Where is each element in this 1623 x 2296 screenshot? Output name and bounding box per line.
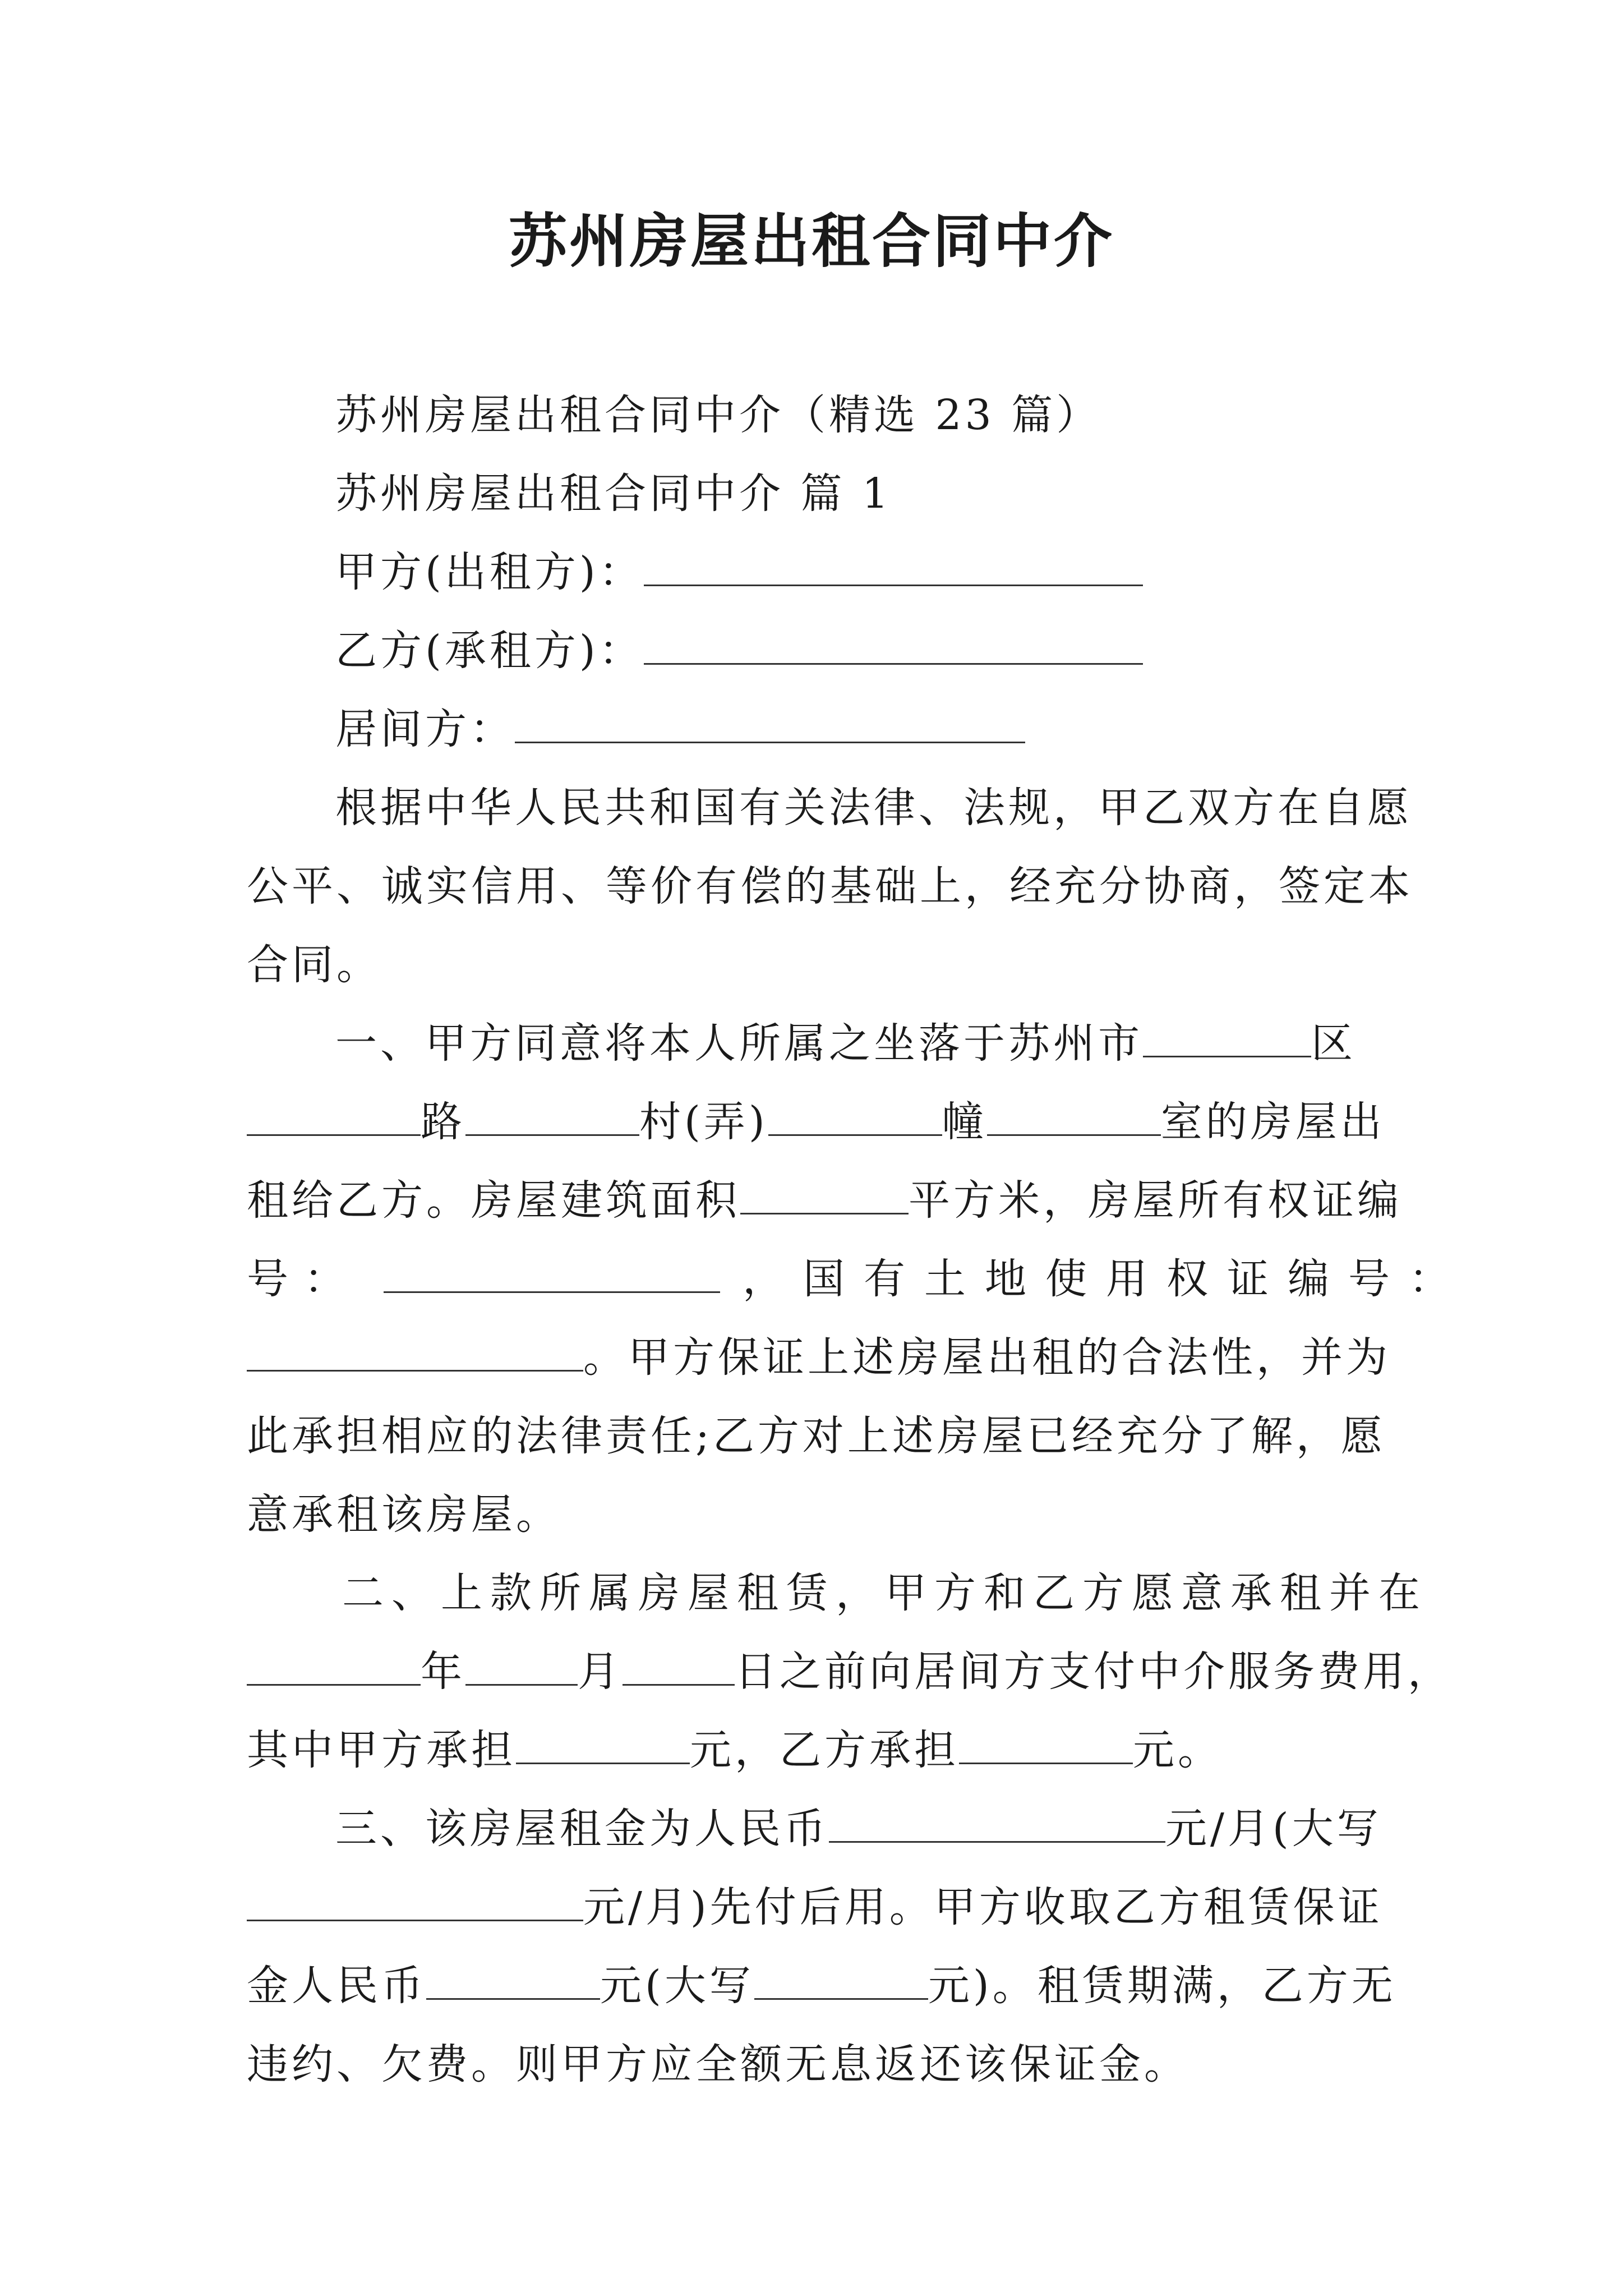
clause3-line-3 (247, 1958, 1396, 2014)
month-blank[interactable] (465, 1645, 578, 1686)
page-title: 苏州房屋出租合同中介 (508, 206, 1114, 275)
fee-unit: 元。 (1133, 1726, 1223, 1774)
clause1-text: 一、甲方同意将本人所属之坐落于苏州市 (335, 1019, 1143, 1068)
party-a-blank[interactable] (644, 545, 1143, 586)
intermediary-row (335, 701, 1479, 757)
rent-capital-blank[interactable] (247, 1880, 583, 1921)
party-a-fee-blank[interactable] (516, 1723, 690, 1764)
party-b-share-label: 元，乙方承担 (690, 1726, 959, 1774)
ownership-cert-blank[interactable] (384, 1252, 720, 1293)
clause1-line-1 (335, 1015, 1479, 1071)
party-b-row (335, 623, 1479, 679)
section-heading: 苏州房屋出租合同中介 篇 1 (335, 470, 892, 518)
preamble-line-3: 合同。 (247, 941, 381, 989)
village-blank[interactable] (465, 1095, 639, 1136)
clause3-line-4: 违约、欠费。则甲方应全额无息返还该保证金。 (247, 2040, 1189, 2088)
rent-label: 三、该房屋租金为人民币 (335, 1805, 829, 1853)
village-label: 村(弄) (639, 1098, 768, 1146)
road-blank[interactable] (247, 1095, 421, 1136)
clause2-line-3 (247, 1722, 1391, 1778)
district-blank[interactable] (1143, 1016, 1311, 1057)
clause3-line-2 (247, 1879, 1391, 1935)
room-blank[interactable] (987, 1095, 1161, 1136)
area-blank[interactable] (740, 1174, 909, 1214)
clause2-line-1: 二、上款所属房屋租赁，甲方和乙方愿意承租并在 (342, 1569, 1428, 1617)
party-a-share-label: 其中甲方承担 (247, 1726, 516, 1774)
party-a-row (335, 544, 1479, 600)
clause1-line-6: 此承担相应的法律责任;乙方对上述房屋已经充分了解，愿 (247, 1412, 1386, 1460)
clause1-line-3 (247, 1172, 1402, 1228)
document-subtitle: 苏州房屋出租合同中介（精选 23 篇） (335, 391, 1101, 439)
area-text: 租给乙方。房屋建筑面积 (247, 1176, 740, 1225)
building-blank[interactable] (768, 1095, 942, 1136)
day-blank[interactable] (623, 1645, 735, 1686)
rent-blank[interactable] (829, 1802, 1165, 1843)
party-a-label: 甲方(出租方)： (335, 548, 644, 596)
month-label: 月 (578, 1648, 623, 1696)
intermediary-label: 居间方： (335, 705, 515, 753)
rent-unit: 元/月(大写 (1165, 1805, 1382, 1853)
land-cert-label: ，国有土地使用权证编号： (743, 1255, 1469, 1303)
legality-text: 。甲方保证上述房屋出租的合法性，并为 (583, 1333, 1391, 1382)
party-b-fee-blank[interactable] (959, 1723, 1133, 1764)
land-cert-blank[interactable] (247, 1331, 583, 1372)
deposit-terms: 元)。租赁期满，乙方无 (928, 1962, 1396, 2010)
clause2-line-2 (247, 1644, 1453, 1700)
clause1-line-7: 意承租该房屋。 (247, 1490, 561, 1539)
deposit-label: 金人民币 (247, 1962, 426, 2010)
district-label: 区 (1311, 1019, 1356, 1068)
clause1-line-2 (247, 1094, 1391, 1150)
year-blank[interactable] (247, 1645, 421, 1686)
area-unit: 平方米，房屋所有权证编 (909, 1176, 1402, 1225)
intermediary-blank[interactable] (515, 702, 1025, 743)
road-label: 路 (421, 1098, 465, 1146)
deposit-capital-blank[interactable] (754, 1959, 928, 2000)
deposit-capital-label: 元(大写 (600, 1962, 754, 2010)
year-label: 年 (421, 1648, 465, 1696)
preamble-line-1: 根据中华人民共和国有关法律、法规，甲乙双方在自愿 (335, 784, 1412, 832)
clause3-line-1 (335, 1801, 1479, 1857)
rent-payment-text: 元/月)先付后用。甲方收取乙方租赁保证 (583, 1883, 1383, 1931)
room-label: 室的房屋出 (1160, 1098, 1385, 1146)
party-b-blank[interactable] (644, 624, 1143, 665)
clause1-line-5 (247, 1329, 1391, 1386)
fee-text: 日之前向居间方支付中介服务费用， (735, 1648, 1453, 1696)
building-label: 幢 (942, 1098, 987, 1146)
deposit-blank[interactable] (426, 1959, 600, 2000)
party-b-label: 乙方(承租方)： (335, 627, 644, 675)
cert-number-label: 号： (247, 1255, 361, 1303)
clause1-line-4 (247, 1251, 1469, 1307)
preamble-line-2: 公平、诚实信用、等价有偿的基础上，经充分协商，签定本 (247, 862, 1413, 910)
